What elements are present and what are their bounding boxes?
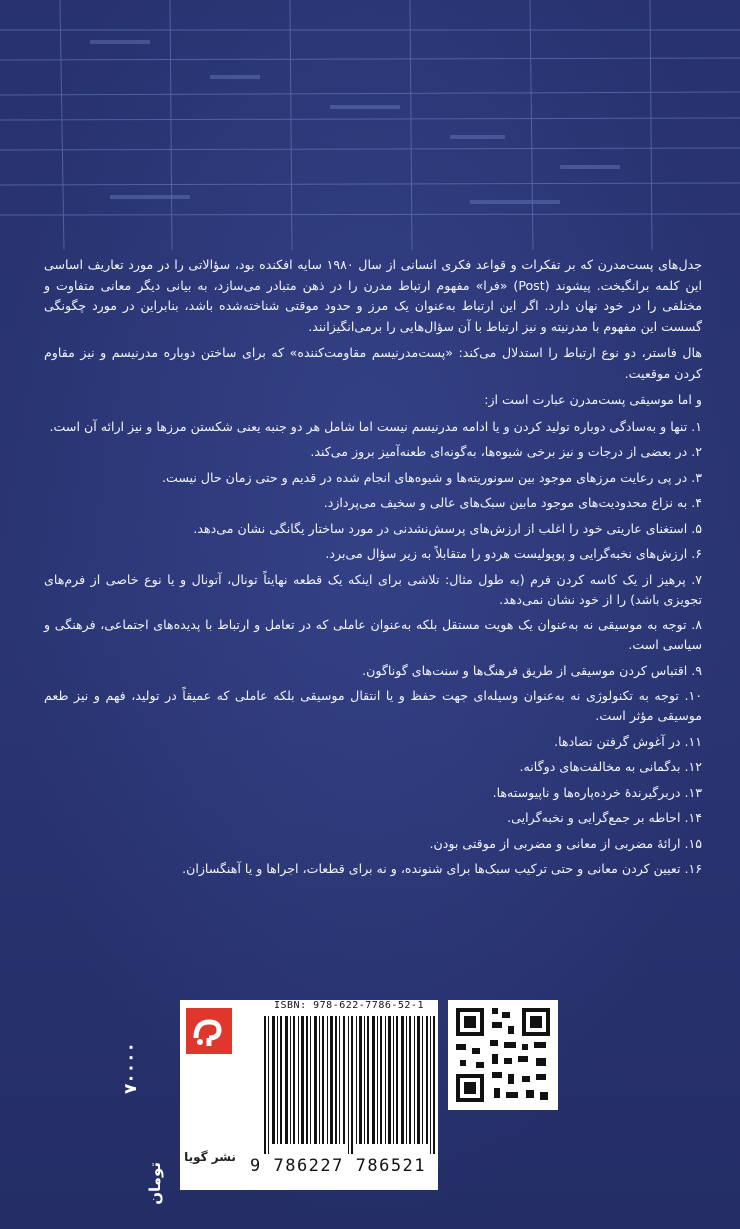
foster-paragraph: هال فاستر، دو نوع ارتباط را استدلال می‌کند: «پست‌مدرنیسم مقاومت‌کننده» که برای ساختن دوباره مدرنیسم و نیز مقاوم کردن موقعیت. bbox=[44, 345, 702, 381]
publisher-logo bbox=[186, 1008, 232, 1054]
isbn-label: ISBN: 978-622-7786-52-1 bbox=[274, 1000, 424, 1011]
price-currency: تومان bbox=[146, 1162, 164, 1205]
list-item: ۲. در بعضی از درجات و نیز برخی شیوه‌ها، به‌گونه‌ای طعنه‌آمیز بروز می‌کند. bbox=[310, 444, 702, 459]
list-item: ۹. اقتباس کردن موسیقی از طریق فرهنگ‌ها و سنت‌های گوناگون. bbox=[362, 662, 702, 678]
barcode-digits: 9 786227 786521 bbox=[250, 1156, 427, 1176]
barcode bbox=[264, 1016, 436, 1154]
qr-code bbox=[448, 1000, 558, 1110]
intro-paragraph: جدل‌های پست‌مدرن که بر تفکرات و قواعد فکری انسانی از سال ۱۹۸۰ سایه افکنده بود، سؤالاتی را در مورد تعاریف اساسی این کلمه برانگیخت. پیشوند (Post) «فرا» مفهوم ارتباط مدرن را در ذهن متبادر می‌سازد، به بیانی دیگر معانی متفاوت و مختلفی را در خود نهان دارد. اگر این ارتباط به‌عنوان یک مرز و حدود موقتی شناخته‌شده باشد، بنابراین در مورد چگونگی گسست این مفهوم با مدرنیته و نیز ارتباط با آن سؤال‌هایی را برمی‌انگیزانند. bbox=[44, 257, 703, 334]
price-label bbox=[108, 1012, 178, 1205]
list-item: ۳. در پی رعایت مرزهای موجود بین سونوریته‌ها و شیوه‌های انجام شده در قدیم و حتی زمان حال نیست. bbox=[161, 469, 702, 485]
list-item: ۱۲. بدگمانی به مخالفت‌های دوگانه. bbox=[519, 759, 702, 774]
background-score-pattern bbox=[0, 0, 740, 250]
list-item: ۱۳. دربرگیرندهٔ خرده‌پاره‌ها و ناپیوسته‌ها. bbox=[492, 784, 702, 800]
list-item: ۵. استغنای عاریتی خود را اغلب از ارزش‌های پرسش‌نشدنی در مورد ساختار یگانگی نشان می‌دهد. bbox=[193, 520, 702, 536]
list-item: ۱. تنها و به‌سادگی دوباره تولید کردن و یا ادامه مدرنیسم نیست اما شامل هر دو جنبه یعنی شکستن مرزها و نیز ارائه آن است. bbox=[49, 418, 702, 434]
price-amount: ۷۰۰۰۰ bbox=[121, 1042, 141, 1094]
list-item: ۱۰. توجه به تکنولوژی نه به‌عنوان وسیله‌ای جهت حفظ و یا انتقال موسیقی بلکه عاملی که عمیقاً در تولید، فهم و نیز طعم موسیقی مؤثر است. bbox=[44, 688, 702, 723]
list-item: ۱۴. احاطه بر جمع‌گرایی و نخبه‌گرایی. bbox=[507, 810, 702, 825]
list-item: ۱۵. ارائهٔ مضربی از معانی و مضربی از موقتی بودن. bbox=[429, 835, 702, 851]
list-intro: و اما موسیقی پست‌مدرن عبارت است از: bbox=[484, 392, 702, 407]
features-list bbox=[44, 417, 702, 880]
list-item: ۱۱. در آغوش گرفتن تضادها. bbox=[554, 733, 702, 749]
list-item: ۶. ارزش‌های نخبه‌گرایی و پوپولیست هردو را متقابلاً به زیر سؤال می‌برد. bbox=[325, 546, 702, 561]
list-item: ۷. پرهیز از یک کاسه کردن فرم (به طول مثال: تلاشی برای اینکه یک قطعه نهایتاً تونال، آتونال و یا نوع خاصی از فرم‌های تجویزی باشد) را از خود نشان نمی‌دهد. bbox=[44, 571, 702, 607]
body-text bbox=[44, 255, 702, 960]
isbn-barcode-panel bbox=[180, 1000, 438, 1190]
list-item: ۱۶. تعیین کردن معانی و حتی ترکیب سبک‌ها برای شنونده، و نه برای قطعات، اجراها و یا آهنگسازان. bbox=[182, 861, 702, 876]
list-item: ۴. به نزاع محدودیت‌های موجود مابین سبک‌های عالی و سخیف می‌پردازد. bbox=[323, 495, 702, 510]
publisher-name: نشر گویا bbox=[184, 1150, 236, 1164]
list-item: ۸. توجه به موسیقی نه به‌عنوان یک هویت مستقل بلکه به‌عنوان عاملی که در تعامل و ارتباط با پدیده‌های اجتماعی، فرهنگی و سیاسی است. bbox=[44, 617, 702, 652]
